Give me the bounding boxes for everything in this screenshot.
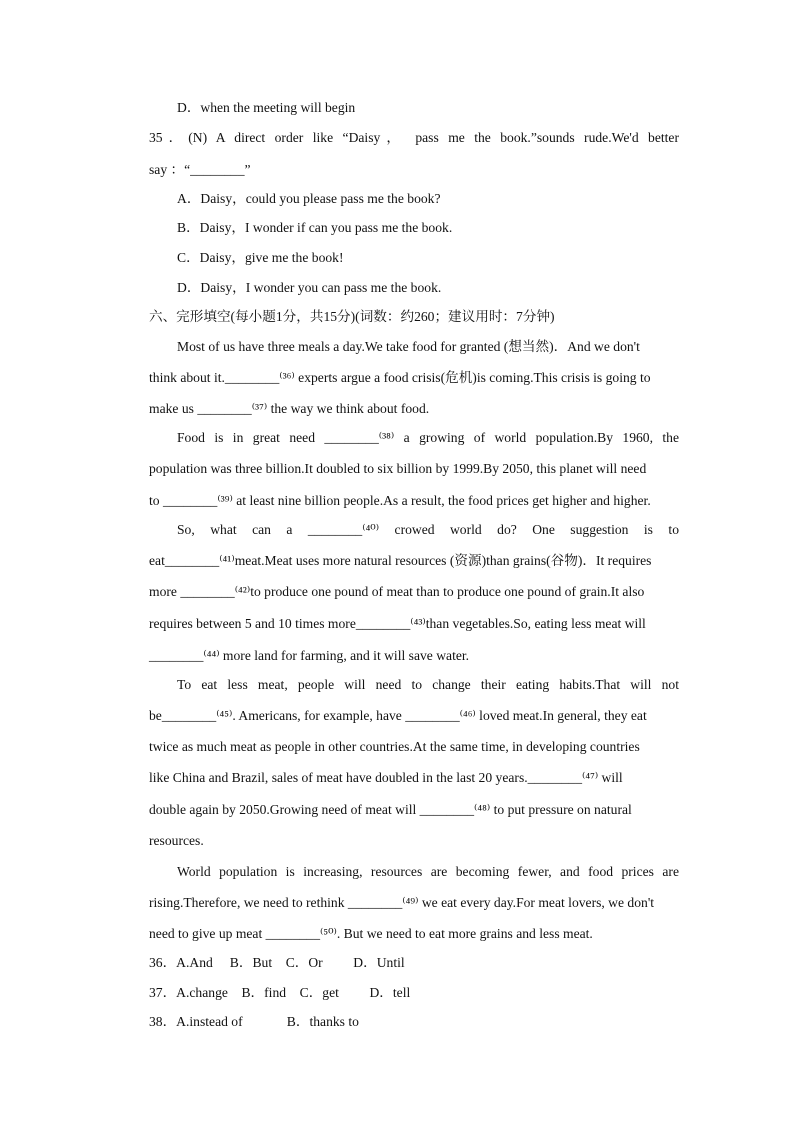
passage-line: eat________⁽⁴¹⁾meat.Meat uses more natural resources (资源)than grains(谷物)．It requires [149,553,652,568]
passage-line: like China and Brazil, sales of meat have doubled in the last 20 years.________⁽⁴⁷⁾ will [149,770,623,785]
passage-line: to ________⁽³⁹⁾ at least nine billion people.As a result, the food prices get higher and higher. [149,493,651,508]
option-34-d: D．when the meeting will begin [177,100,356,115]
option-35-c: C．Daisy，give me the book! [177,250,344,265]
passage-line: ________⁽⁴⁴⁾ more land for farming, and it will save water. [149,648,470,663]
question-35-stem: 35．(N) A direct order like “Daisy， pass me the book.”sounds rude.We'd better [149,130,679,145]
passage-line: more ________⁽⁴²⁾to produce one pound of meat than to produce one pound of grain.It also [149,584,645,599]
passage-line: twice as much meat as people in other countries.At the same time, in developing countries [149,739,640,754]
passage-line: requires between 5 and 10 times more________⁽⁴³⁾than vegetables.So, eating less meat will [149,616,646,631]
passage-line: So, what can a ________⁽⁴⁰⁾ crowed world do? One suggestion is to [177,522,679,537]
option-35-b: B．Daisy，I wonder if can you pass me the book. [177,220,453,235]
passage-line: Most of us have three meals a day.We take food for granted (想当然)．And we don't [177,339,640,354]
answer-36: 36．A.And B．But C．Or D．Until [149,955,405,970]
passage-line: double again by 2050.Growing need of meat will ________⁽⁴⁸⁾ to put pressure on natural [149,802,632,817]
section-heading: 六、完形填空(每小题1分，共15分)(词数：约260；建议用时：7分钟) [149,309,555,324]
passage-line: think about it.________⁽³⁶⁾ experts argue a food crisis(危机)is coming.This crisis is going to [149,370,651,385]
answer-37: 37．A.change B．find C．get D．tell [149,985,411,1000]
option-35-a: A．Daisy，could you please pass me the book? [177,191,441,206]
passage-line: World population is increasing, resources are becoming fewer, and food prices are [177,864,679,879]
passage-line: be________⁽⁴⁵⁾. Americans, for example, have ________⁽⁴⁶⁾ loved meat.In general, they eat [149,708,647,723]
passage-line: rising.Therefore, we need to rethink ________⁽⁴⁹⁾ we eat every day.For meat lovers, we don't [149,895,655,910]
passage-line: make us ________⁽³⁷⁾ the way we think about food. [149,401,430,416]
question-35-stem-cont: say ：“________” [149,162,251,177]
passage-line: Food is in great need ________⁽³⁸⁾ a growing of world population.By 1960, the [177,430,679,445]
passage-line: need to give up meat ________⁽⁵⁰⁾. But we need to eat more grains and less meat. [149,926,593,941]
passage-line: population was three billion.It doubled to six billion by 1999.By 2050, this planet will need [149,461,647,476]
answer-38: 38．A.instead of B．thanks to [149,1014,359,1029]
passage-line: To eat less meat, people will need to change their eating habits.That will not [177,677,679,692]
passage-line: resources. [149,833,204,848]
option-35-d: D．Daisy，I wonder you can pass me the book. [177,280,442,295]
